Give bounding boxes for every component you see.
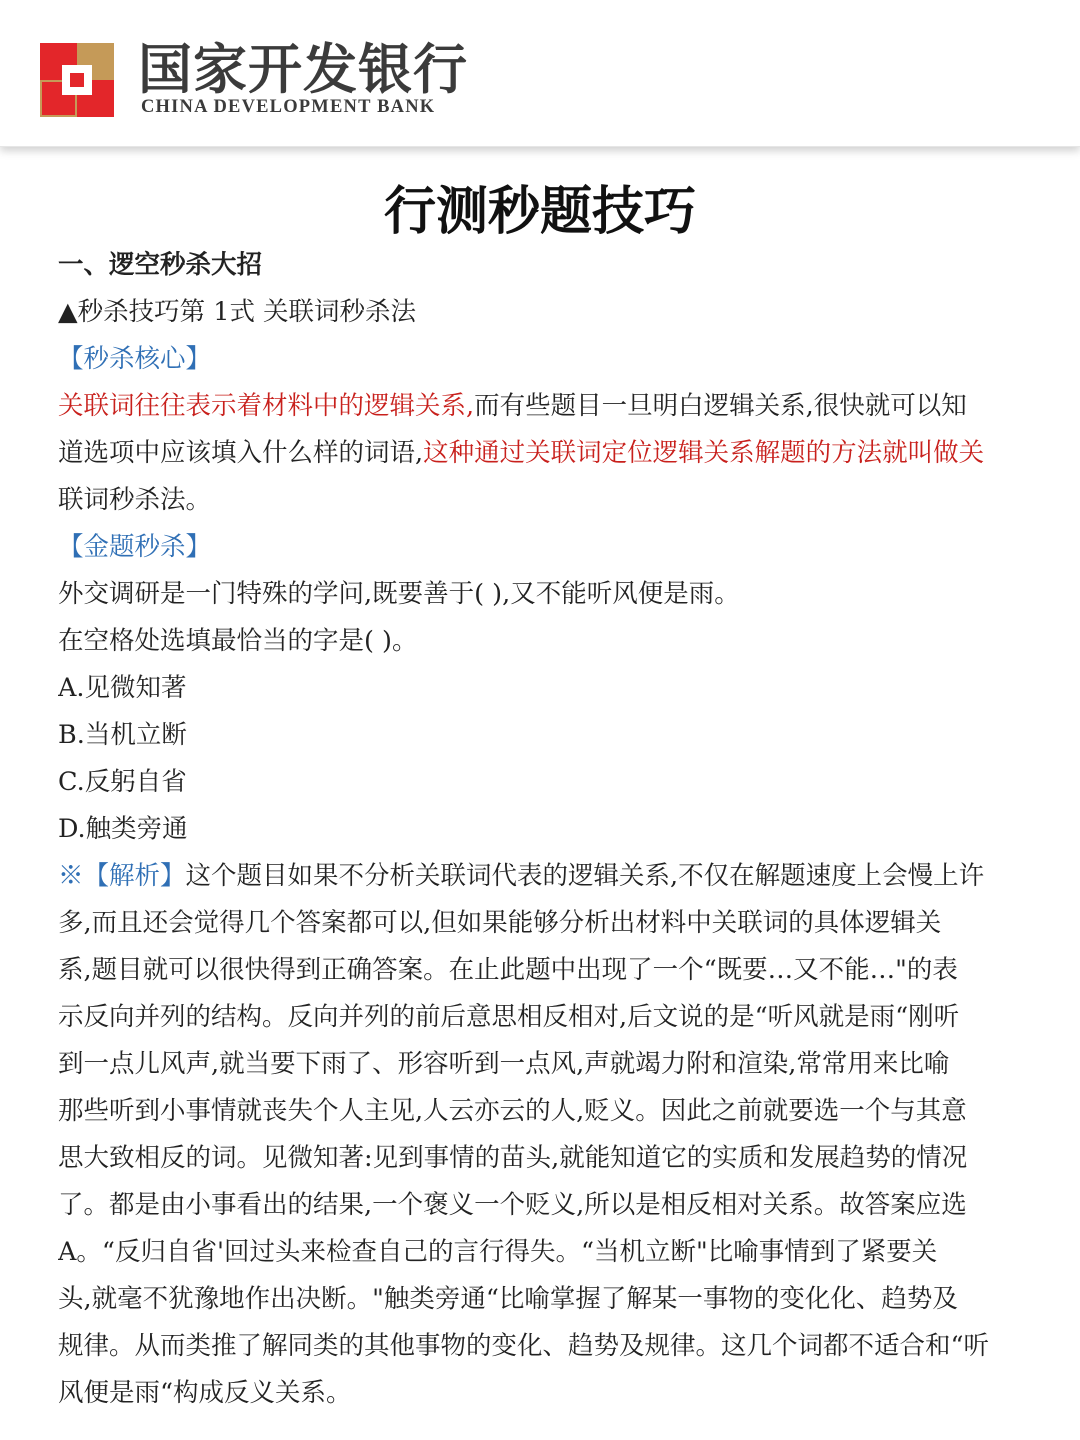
core-highlight-1: 关联词往往表示着材料中的逻辑关系,: [58, 391, 475, 421]
analysis-line: [58, 853, 1026, 900]
analysis-line: 到一点儿风声,就当要下雨了、形容听到一点风,声就竭力附和渲染,常常用来比喻: [58, 1049, 950, 1079]
option-b: B.当机立断: [58, 720, 187, 750]
analysis-line: 示反向并列的结构。反向并列的前后意思相反相对,后文说的是“听风就是雨“刚听: [58, 1002, 960, 1032]
technique-heading: ▲秒杀技巧第 1式 关联词秒杀法: [58, 297, 417, 327]
analysis-line: A。“反归自省'回过头来检查自己的言行得失。“当机立断"比喻事情到了紧要关: [58, 1237, 938, 1267]
core-label: 【秒杀核心】: [58, 344, 212, 374]
question-prompt: 在空格处选填最恰当的字是( )。: [58, 626, 418, 656]
analysis-line: 思大致相反的词。见微知著:见到事情的苗头,就能知道它的实质和发展趋势的情况: [58, 1143, 968, 1173]
core-text-2: 道选项中应该填入什么样的词语,: [58, 438, 424, 468]
article-body: [58, 242, 1026, 1417]
page-title: 行测秒题技巧: [383, 181, 696, 242]
section-heading: 一、逻空秒杀大招: [58, 250, 263, 280]
analysis-line: 多,而且还会觉得几个答案都可以,但如果能够分析出材料中关联词的具体逻辑关: [58, 908, 942, 938]
analysis-line: 系,题目就可以很快得到正确答案。在止此题中出现了一个“既要…又不能…"的表: [58, 955, 958, 985]
question-text: 外交调研是一门特殊的学问,既要善于( ),又不能听风便是雨。: [58, 579, 740, 609]
analysis-line: 规律。从而类推了解同类的其他事物的变化、趋势及规律。这几个词都不适合和“听: [58, 1331, 990, 1361]
option-d: D.触类旁通: [58, 814, 188, 844]
analysis-line: 了。都是由小事看出的结果,一个褒义一个贬义,所以是相反相对关系。故答案应选: [58, 1190, 967, 1220]
example-label: 【金题秒杀】: [58, 532, 212, 562]
cdb-logo-icon: [40, 43, 114, 117]
option-a: A.见微知著: [58, 673, 187, 703]
core-text-1: 而有些题目一旦明白逻辑关系,很快就可以知: [474, 391, 967, 421]
analysis-line: 风便是雨“构成反义关系。: [58, 1378, 352, 1408]
core-highlight-2: 这种通过关联词定位逻辑关系解题的方法就叫做关: [423, 438, 985, 468]
analysis-label: ※【解析】: [58, 861, 186, 891]
option-c: C.反躬自省: [58, 767, 187, 797]
bank-header: [0, 0, 1080, 147]
core-paragraph-line-1: [58, 383, 1026, 430]
core-paragraph-line-2: [58, 430, 1026, 477]
core-paragraph-line-3: 联词秒杀法。: [58, 485, 212, 515]
analysis-text: 这个题目如果不分析关联词代表的逻辑关系,不仅在解题速度上会慢上许: [185, 861, 985, 891]
analysis-line: 头,就毫不犹豫地作出决断。"触类旁通“比喻掌握了解某一事物的变化化、趋势及: [58, 1284, 958, 1314]
brand-name-cn: 国家开发银行: [138, 37, 468, 101]
brand-name-en: CHINA DEVELOPMENT BANK: [141, 97, 436, 117]
analysis-line: 那些听到小事情就丧失个人主见,人云亦云的人,贬义。因此之前就要选一个与其意: [58, 1096, 967, 1126]
